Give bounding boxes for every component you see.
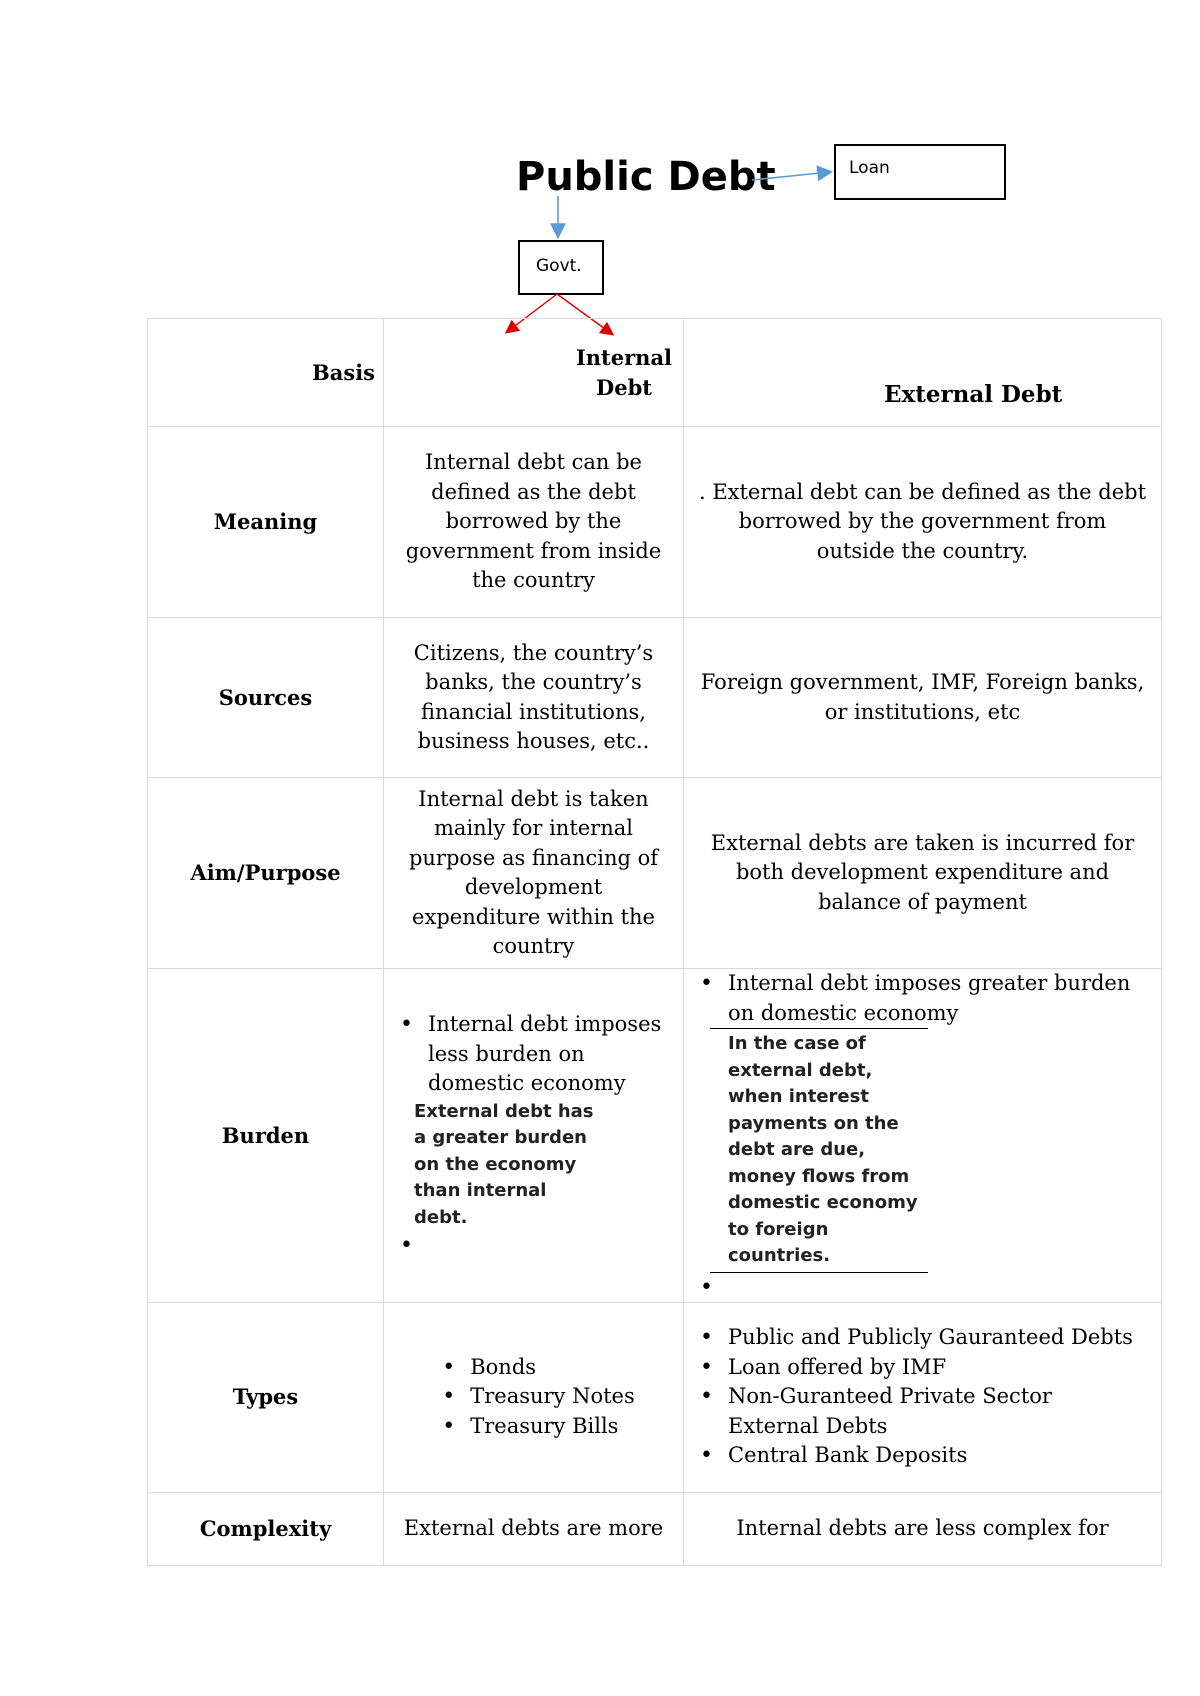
list-item: • Treasury Bills [432, 1412, 635, 1442]
external-types-list [690, 1323, 1147, 1471]
internal-aim: Internal debt is taken mainly for internal purpose as financing of development expenditure within the country [384, 778, 684, 969]
basis-complexity: Complexity [148, 1492, 384, 1565]
list-item: • Treasury Notes [432, 1382, 635, 1412]
list-item: • Central Bank Deposits [690, 1441, 1147, 1471]
external-burden-empty-list [690, 1273, 1147, 1302]
internal-sources: Citizens, the country’s banks, the country’s financial institutions, business houses, etc.. [384, 618, 684, 778]
internal-burden-bullet: • Internal debt imposes less burden on domestic economy [390, 1010, 669, 1099]
table-row [148, 1492, 1162, 1565]
header-basis: Basis [148, 319, 384, 427]
header-internal-label: Internal Debt [575, 345, 673, 400]
header-external: External Debt [684, 319, 1162, 427]
internal-meaning: Internal debt can be defined as the debt borrowed by the government from inside the country [384, 427, 684, 618]
external-types [684, 1302, 1162, 1492]
table-header-row [148, 319, 1162, 427]
table-row [148, 427, 1162, 618]
table-row [148, 618, 1162, 778]
empty-bullet [690, 1273, 1147, 1302]
table-row [148, 1302, 1162, 1492]
govt-box-label: Govt. [536, 256, 582, 276]
diagram-arrows [0, 0, 1200, 360]
external-meaning: . External debt can be defined as the debt borrowed by the government from outside the country. [684, 427, 1162, 618]
basis-types: Types [148, 1302, 384, 1492]
table-row [148, 778, 1162, 969]
basis-aim: Aim/Purpose [148, 778, 384, 969]
page-title: Public Debt [516, 154, 776, 200]
internal-burden-note: External debt has a greater burden on the economy than internal debt. [414, 1100, 594, 1228]
basis-sources: Sources [148, 618, 384, 778]
empty-bullet [390, 1231, 669, 1260]
list-item: • Non-Guranteed Private Sector External Debts [690, 1382, 1147, 1441]
external-sources: Foreign government, IMF, Foreign banks, or institutions, etc [684, 618, 1162, 778]
internal-types [384, 1302, 684, 1492]
list-item: • Loan offered by IMF [690, 1353, 1147, 1383]
comparison-table [147, 318, 1162, 1566]
basis-burden: Burden [148, 969, 384, 1303]
list-item: • Public and Publicly Gauranteed Debts [690, 1323, 1147, 1353]
internal-complexity: External debts are more [384, 1492, 684, 1565]
external-complexity: Internal debts are less complex for [684, 1492, 1162, 1565]
external-burden-list [690, 969, 1147, 1028]
loan-box-label: Loan [849, 158, 890, 178]
internal-burden [384, 969, 684, 1303]
basis-meaning: Meaning [148, 427, 384, 618]
external-burden-note: In the case of external debt, when interest payments on the debt are due, money flows from domestic economy to foreign countries. [710, 1028, 928, 1273]
internal-burden-empty-list [390, 1231, 669, 1260]
internal-types-list [432, 1353, 635, 1442]
internal-burden-list [390, 1010, 669, 1099]
arrow-to-loan [752, 172, 830, 180]
list-item: • Bonds [432, 1353, 635, 1383]
external-aim: External debts are taken is incurred for both development expenditure and balance of payment [684, 778, 1162, 969]
external-burden-bullet: • Internal debt imposes greater burden on domestic economy [690, 969, 1147, 1028]
external-burden [684, 969, 1162, 1303]
header-internal [384, 319, 684, 427]
table-row [148, 969, 1162, 1303]
